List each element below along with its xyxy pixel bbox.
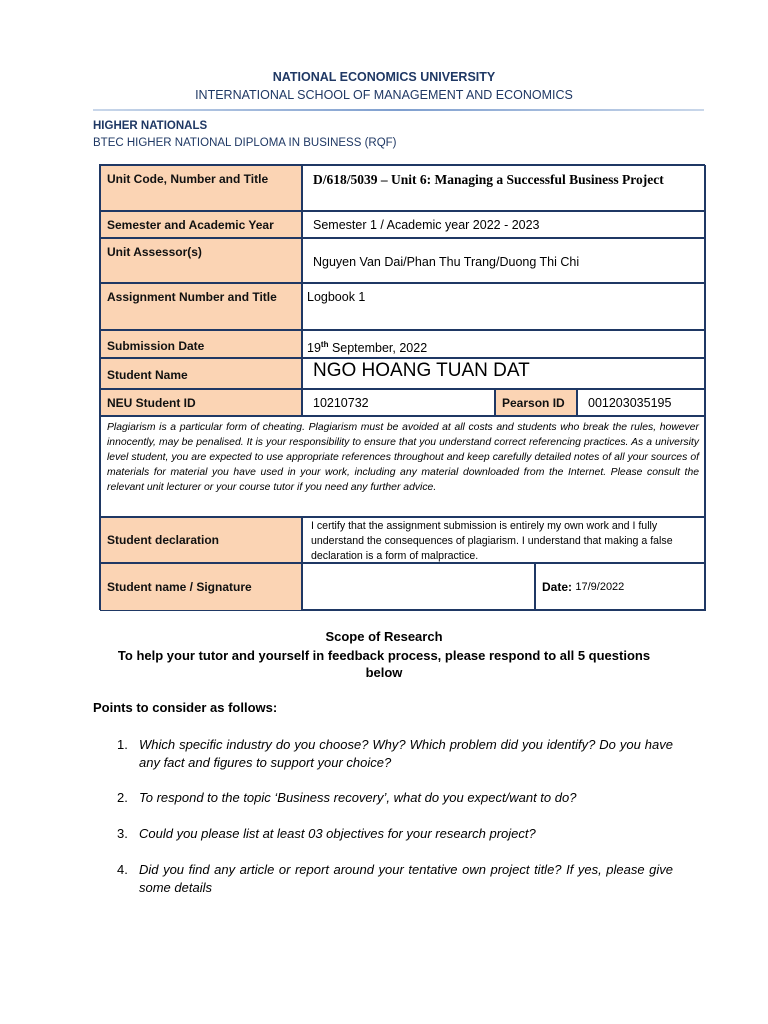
- student-name-value: NGO HOANG TUAN DAT: [302, 358, 706, 389]
- pearson-id-value: 001203035195: [577, 389, 706, 416]
- neu-id-value: 10210732: [302, 389, 495, 416]
- semester-label: Semester and Academic Year: [100, 211, 302, 238]
- question-text: Did you find any article or report around your tentative own project title? If yes, please give some details: [139, 862, 673, 895]
- assignment-info-table: [99, 164, 705, 610]
- question-number: 4.: [117, 862, 128, 877]
- btec-heading: BTEC HIGHER NATIONAL DIPLOMA IN BUSINESS (RQF): [93, 137, 397, 149]
- university-name: NATIONAL ECONOMICS UNIVERSITY: [272, 70, 496, 84]
- semester-value: Semester 1 / Academic year 2022 - 2023: [302, 211, 706, 238]
- question-text: Which specific industry do you choose? Why? Which problem did you identify? Do you have any fact and figures to support your choice?: [139, 737, 673, 770]
- scope-title: Scope of Research: [325, 629, 443, 644]
- school-name: INTERNATIONAL SCHOOL OF MANAGEMENT AND ECONOMICS: [195, 88, 573, 102]
- assessor-value: Nguyen Van Dai/Phan Thu Trang/Duong Thi Chi: [302, 238, 706, 283]
- question-text: Could you please list at least 03 objectives for your research project?: [139, 826, 536, 841]
- student-name-label: Student Name: [100, 358, 302, 389]
- submission-day: 19: [307, 341, 321, 356]
- date-label: Date:: [542, 580, 573, 594]
- question-item: [117, 789, 673, 807]
- assignment-value: Logbook 1: [302, 283, 706, 330]
- question-number: 3.: [117, 826, 128, 841]
- submission-value: [302, 330, 706, 358]
- scope-instruction: To help your tutor and yourself in feedback process, please respond to all 5 questions below: [117, 648, 651, 680]
- signature-field[interactable]: [302, 563, 535, 611]
- date-value: 17/9/2022: [575, 581, 625, 593]
- neu-id-label: NEU Student ID: [100, 389, 302, 416]
- signature-label: Student name / Signature: [100, 563, 302, 611]
- pearson-id-label: Pearson ID: [495, 389, 577, 416]
- question-item: [117, 861, 673, 897]
- declaration-label: Student declaration: [100, 517, 302, 563]
- question-number: 1.: [117, 737, 128, 752]
- higher-nationals-heading: HIGHER NATIONALS: [93, 120, 208, 132]
- unit-value: D/618/5039 – Unit 6: Managing a Successful Business Project: [302, 165, 706, 211]
- question-item: [117, 825, 673, 843]
- submission-label: Submission Date: [100, 330, 302, 358]
- question-text: To respond to the topic ‘Business recovery’, what do you expect/want to do?: [139, 790, 577, 805]
- declaration-text: I certify that the assignment submission is entirely my own work and I fully understand the consequences of plagiarism. I understand that making a false declaration is a form of malpractice.: [302, 517, 706, 563]
- plagiarism-notice: Plagiarism is a particular form of cheating. Plagiarism must be avoided at all costs and students who break the rules, however innocently, may be penalised. It is your responsibility to ensure that you understand correct referencing practices. As a university level student, you are expected to use appropriate references throughout and keep carefully detailed notes of all your sources of materials for material you have used in your work, including any material downloaded from the Internet. Please consult the relevant unit lecturer or your course tutor if you need any further advice.: [100, 416, 706, 517]
- question-item: [117, 736, 673, 772]
- submission-day-suffix: th: [320, 340, 329, 349]
- submission-month-year: September, 2022: [328, 341, 428, 356]
- assignment-label: Assignment Number and Title: [100, 283, 302, 330]
- unit-label: Unit Code, Number and Title: [100, 165, 302, 211]
- question-number: 2.: [117, 790, 128, 805]
- date-cell: [535, 563, 706, 611]
- points-heading: Points to consider as follows:: [93, 700, 278, 715]
- assessor-label: Unit Assessor(s): [100, 238, 302, 283]
- header-divider: [93, 109, 704, 111]
